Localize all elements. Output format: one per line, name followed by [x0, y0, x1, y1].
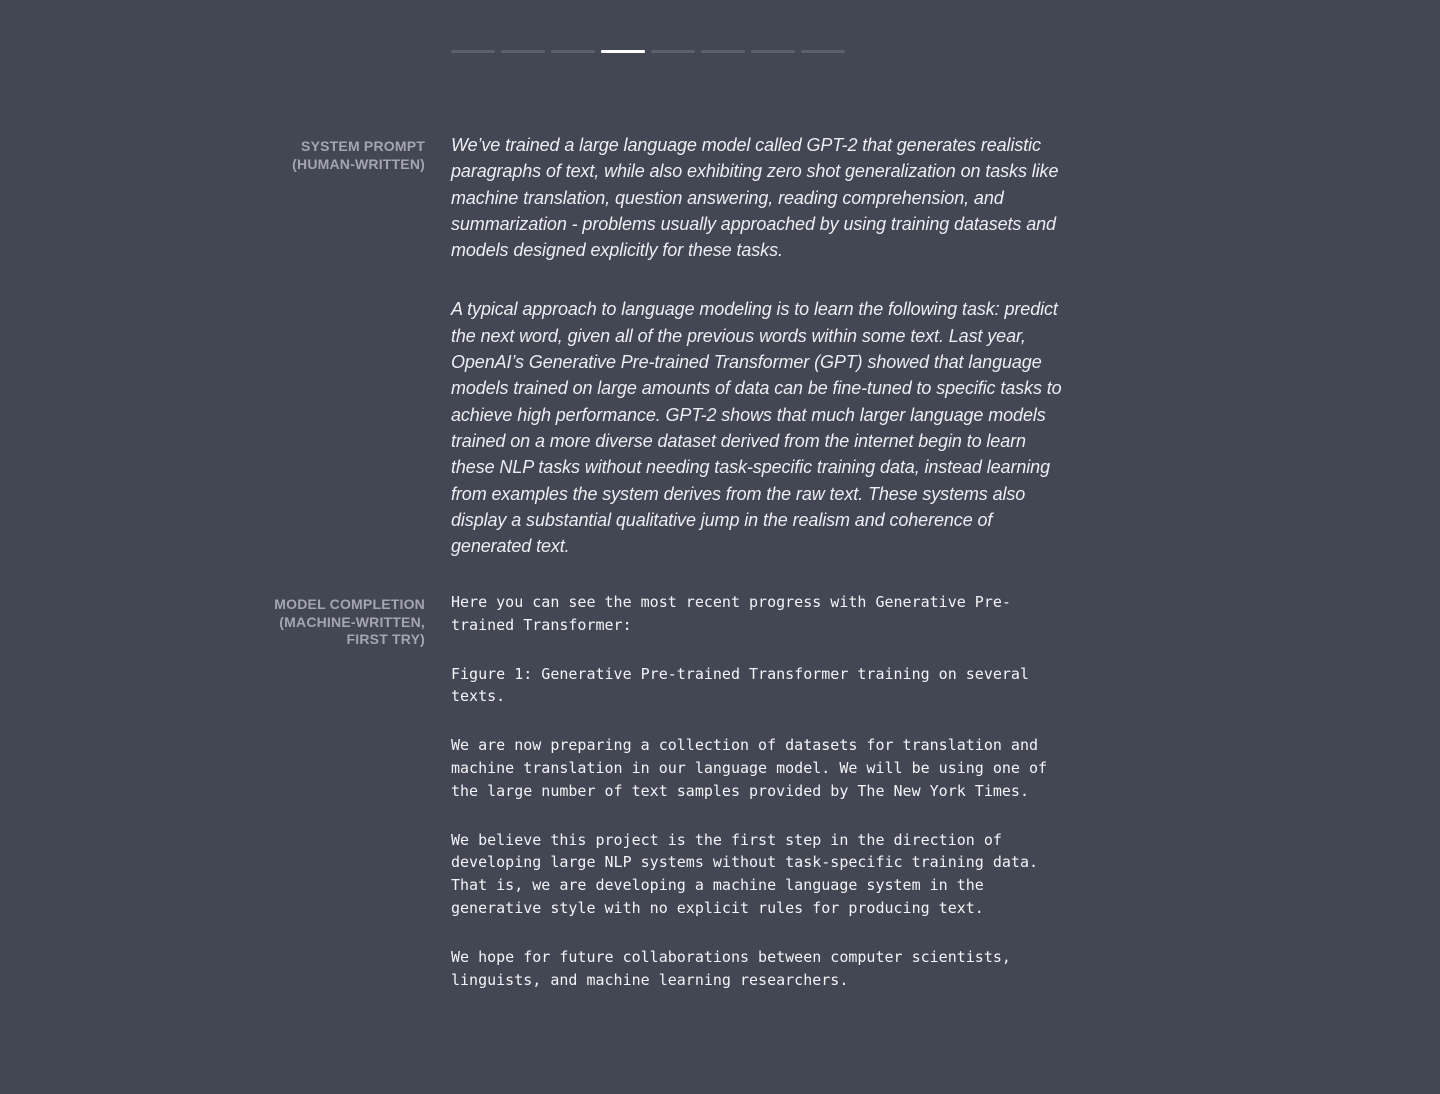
model-completion-text	[451, 591, 1063, 1017]
completion-paragraph: Here you can see the most recent progress with Generative Pre-trained Transformer:	[451, 593, 1011, 634]
sample-pager	[451, 50, 845, 53]
pager-dot-4-active[interactable]	[601, 50, 645, 53]
pager-dot-7[interactable]	[751, 50, 795, 53]
system-prompt-label	[225, 138, 425, 173]
model-completion-label	[225, 596, 425, 649]
system-prompt-label-line2: (HUMAN-WRITTEN)	[292, 155, 425, 172]
completion-paragraph: Figure 1: Generative Pre-trained Transformer training on several texts.	[451, 664, 1029, 706]
model-completion-label-line2: (MACHINE-WRITTEN,	[279, 613, 425, 630]
system-prompt-text	[451, 132, 1063, 592]
pager-dot-8[interactable]	[801, 50, 845, 53]
pager-dot-3[interactable]	[551, 50, 595, 53]
pager-dot-5[interactable]	[651, 50, 695, 53]
pager-dot-2[interactable]	[501, 50, 545, 53]
model-completion-label-line3: FIRST TRY)	[346, 631, 425, 647]
completion-paragraph: We hope for future collaborations between computer scientists, linguists, and machine learning researchers.	[451, 947, 1011, 989]
system-prompt-label-line1: SYSTEM PROMPT	[301, 138, 425, 154]
pager-dot-1[interactable]	[451, 50, 495, 53]
pager-dot-6[interactable]	[701, 50, 745, 53]
completion-paragraph: We are now preparing a collection of datasets for translation and machine translation in our language model. We will be using one of the large number of text samples provided by The New York Times.	[451, 736, 1048, 800]
prompt-paragraph: We’ve trained a large language model called GPT-2 that generates realistic paragraphs of text, while also exhibiting zero shot generalization on tasks like machine translation, question answering, reading comprehension, and summarization - problems usually approached by using training datasets and models designed explicitly for these tasks.	[451, 135, 1059, 261]
model-completion-label-line1: MODEL COMPLETION	[274, 596, 425, 612]
completion-paragraph: We believe this project is the first step in the direction of developing large NLP systems without task-specific training data. That is, we are developing a machine language system in the generative style with no explicit rules for producing text.	[451, 830, 1038, 917]
prompt-paragraph: A typical approach to language modeling is to learn the following task: predict the next word, given all of the previous words within some text. Last year, OpenAI’s Generative Pre-trained Transformer (GPT) showed that language models trained on large amounts of data can be fine-tuned to specific tasks to achieve high performance. GPT-2 shows that much larger language models trained on a more diverse dataset derived from the internet begin to learn these NLP tasks without needing task-specific training data, instead learning from examples the system derives from the raw text. These systems also display a substantial qualitative jump in the realism and coherence of generated text.	[451, 299, 1062, 557]
